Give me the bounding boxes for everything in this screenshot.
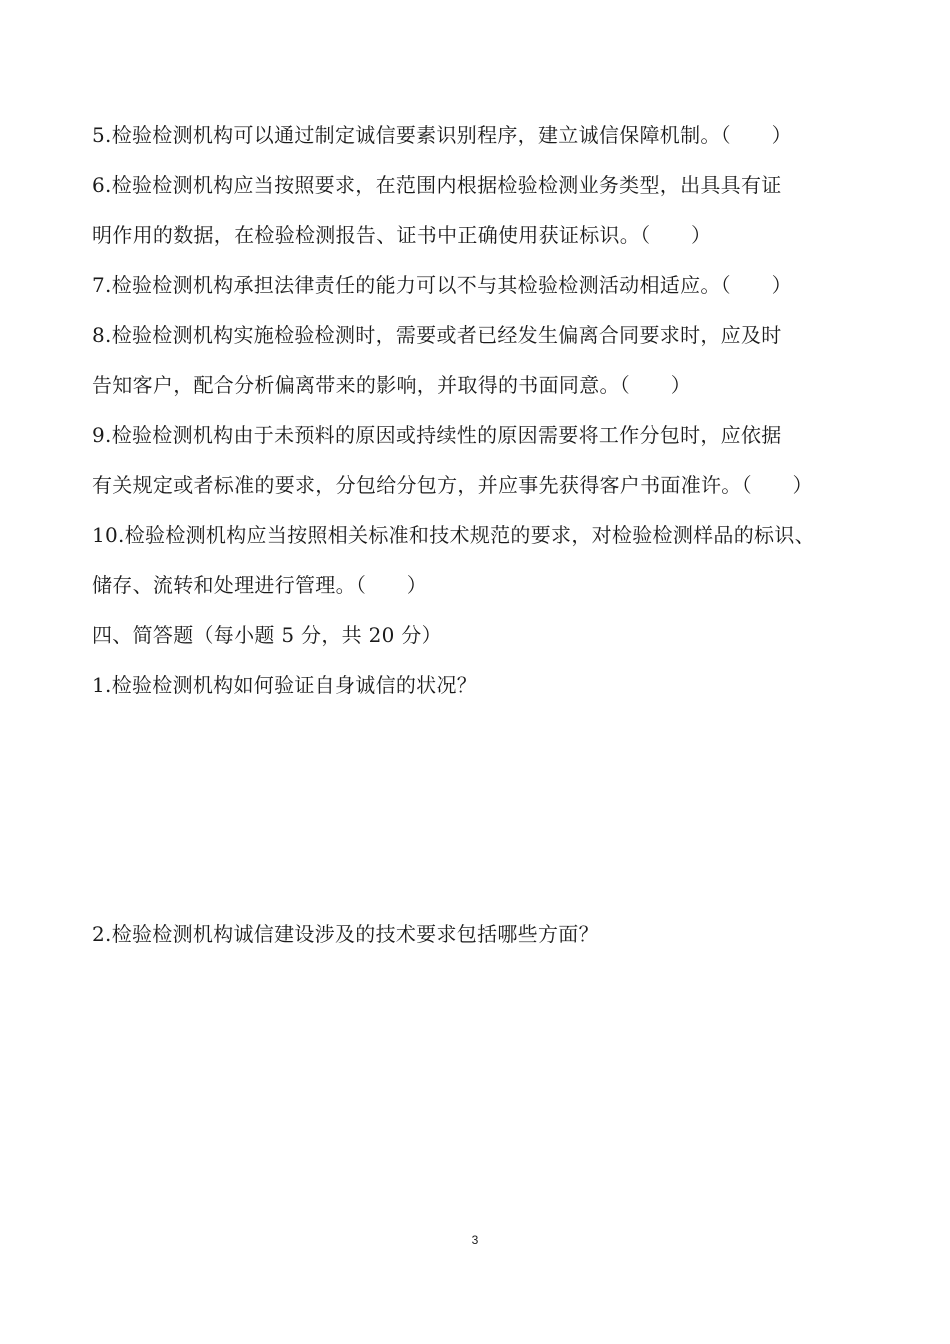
tf-item-5 [92, 121, 882, 149]
page-number: 3 [471, 1233, 479, 1247]
section-heading [92, 621, 882, 649]
tf-item-9 [92, 421, 882, 449]
tf-item-8 [92, 321, 882, 349]
tf-item-6-continued [92, 221, 882, 249]
item-number: 10. [92, 523, 125, 547]
item-number: 7. [92, 273, 112, 297]
item-text: 检验检测机构可以通过制定诚信要素识别程序，建立诚信保障机制。（ ） [111, 123, 792, 147]
item-number: 6. [92, 173, 112, 197]
question-number: 1. [92, 673, 112, 697]
item-number: 5. [92, 123, 112, 147]
tf-item-8-continued [92, 371, 882, 399]
question-number: 2. [92, 922, 112, 946]
question-text: 检验检测机构诚信建设涉及的技术要求包括哪些方面？ [111, 922, 599, 946]
item-text: 告知客户，配合分析偏离带来的影响，并取得的书面同意。（ ） [92, 373, 691, 397]
item-text: 储存、流转和处理进行管理。（ ） [92, 573, 428, 597]
item-number: 8. [92, 323, 112, 347]
question-text: 检验检测机构如何验证自身诚信的状况？ [111, 673, 478, 697]
section-heading-text: 四、简答题（每小题 5 分，共 20 分） [92, 623, 442, 647]
item-text: 检验检测机构应当按照要求，在范围内根据检验检测业务类型，出具具有证 [111, 173, 782, 197]
item-number: 9. [92, 423, 112, 447]
item-text: 检验检测机构由于未预料的原因或持续性的原因需要将工作分包时，应依据 [111, 423, 782, 447]
tf-item-10-continued [92, 571, 882, 599]
tf-item-10 [92, 521, 882, 549]
short-answer-question-2 [92, 920, 882, 948]
tf-item-9-continued [92, 471, 882, 499]
item-text: 明作用的数据，在检验检测报告、证书中正确使用获证标识。（ ） [92, 223, 712, 247]
tf-item-6 [92, 171, 882, 199]
tf-item-7 [92, 271, 882, 299]
item-text: 有关规定或者标准的要求，分包给分包方，并应事先获得客户书面准许。（ ） [92, 473, 813, 497]
item-text: 检验检测机构实施检验检测时，需要或者已经发生偏离合同要求时，应及时 [111, 323, 782, 347]
item-text: 检验检测机构应当按照相关标准和技术规范的要求，对检验检测样品的标识、 [124, 523, 815, 547]
item-text: 检验检测机构承担法律责任的能力可以不与其检验检测活动相适应。（ ） [111, 273, 792, 297]
short-answer-question-1 [92, 671, 882, 699]
